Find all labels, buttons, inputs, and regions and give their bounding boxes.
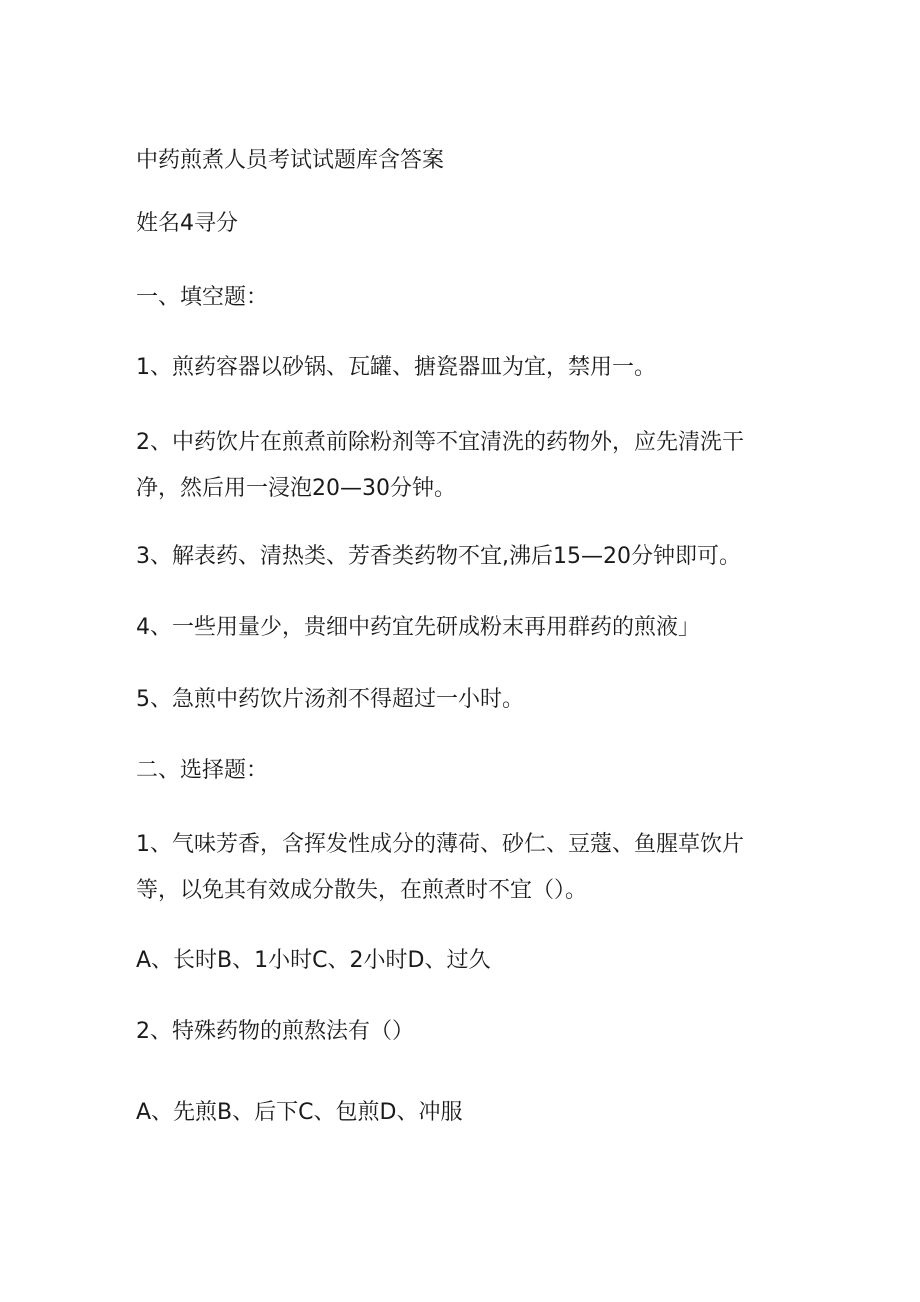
- choice-question-1: 1、气味芳香，含挥发性成分的薄荷、砂仁、豆蔻、鱼腥草饮片等，以免其有效成分散失，在煎煮时不宜（）。: [136, 832, 744, 903]
- choice-question-2-options: A、先煎B、后下C、包煎D、冲服: [136, 1100, 463, 1125]
- choice-question-1-options: A、长时B、1小时C、2小时D、过久: [136, 948, 491, 973]
- fill-question-5: 5、急煎中药饮片汤剂不得超过一小时。: [136, 687, 524, 712]
- fill-question-1: 1、煎药容器以砂锅、瓦罐、搪瓷器皿为宜，禁用一。: [136, 355, 656, 380]
- fill-question-2: 2、中药饮片在煎煮前除粉剂等不宜清洗的药物外，应先清洗干净，然后用一浸泡20—30分钟。: [136, 430, 744, 501]
- document-title: 中药煎煮人员考试试题库含答案: [136, 148, 445, 173]
- fill-question-3: 3、解表药、清热类、芳香类药物不宜,沸后15—20分钟即可。: [136, 544, 741, 569]
- name-score-line: 姓名4寻分: [136, 211, 238, 236]
- choice-question-2: 2、特殊药物的煎熬法有（）: [136, 1019, 414, 1044]
- section-heading-fill-in: 一、填空题：: [136, 285, 269, 310]
- fill-question-4: 4、一些用量少，贵细中药宜先研成粉末再用群药的煎液」: [136, 615, 700, 640]
- section-heading-choice: 二、选择题：: [136, 758, 269, 783]
